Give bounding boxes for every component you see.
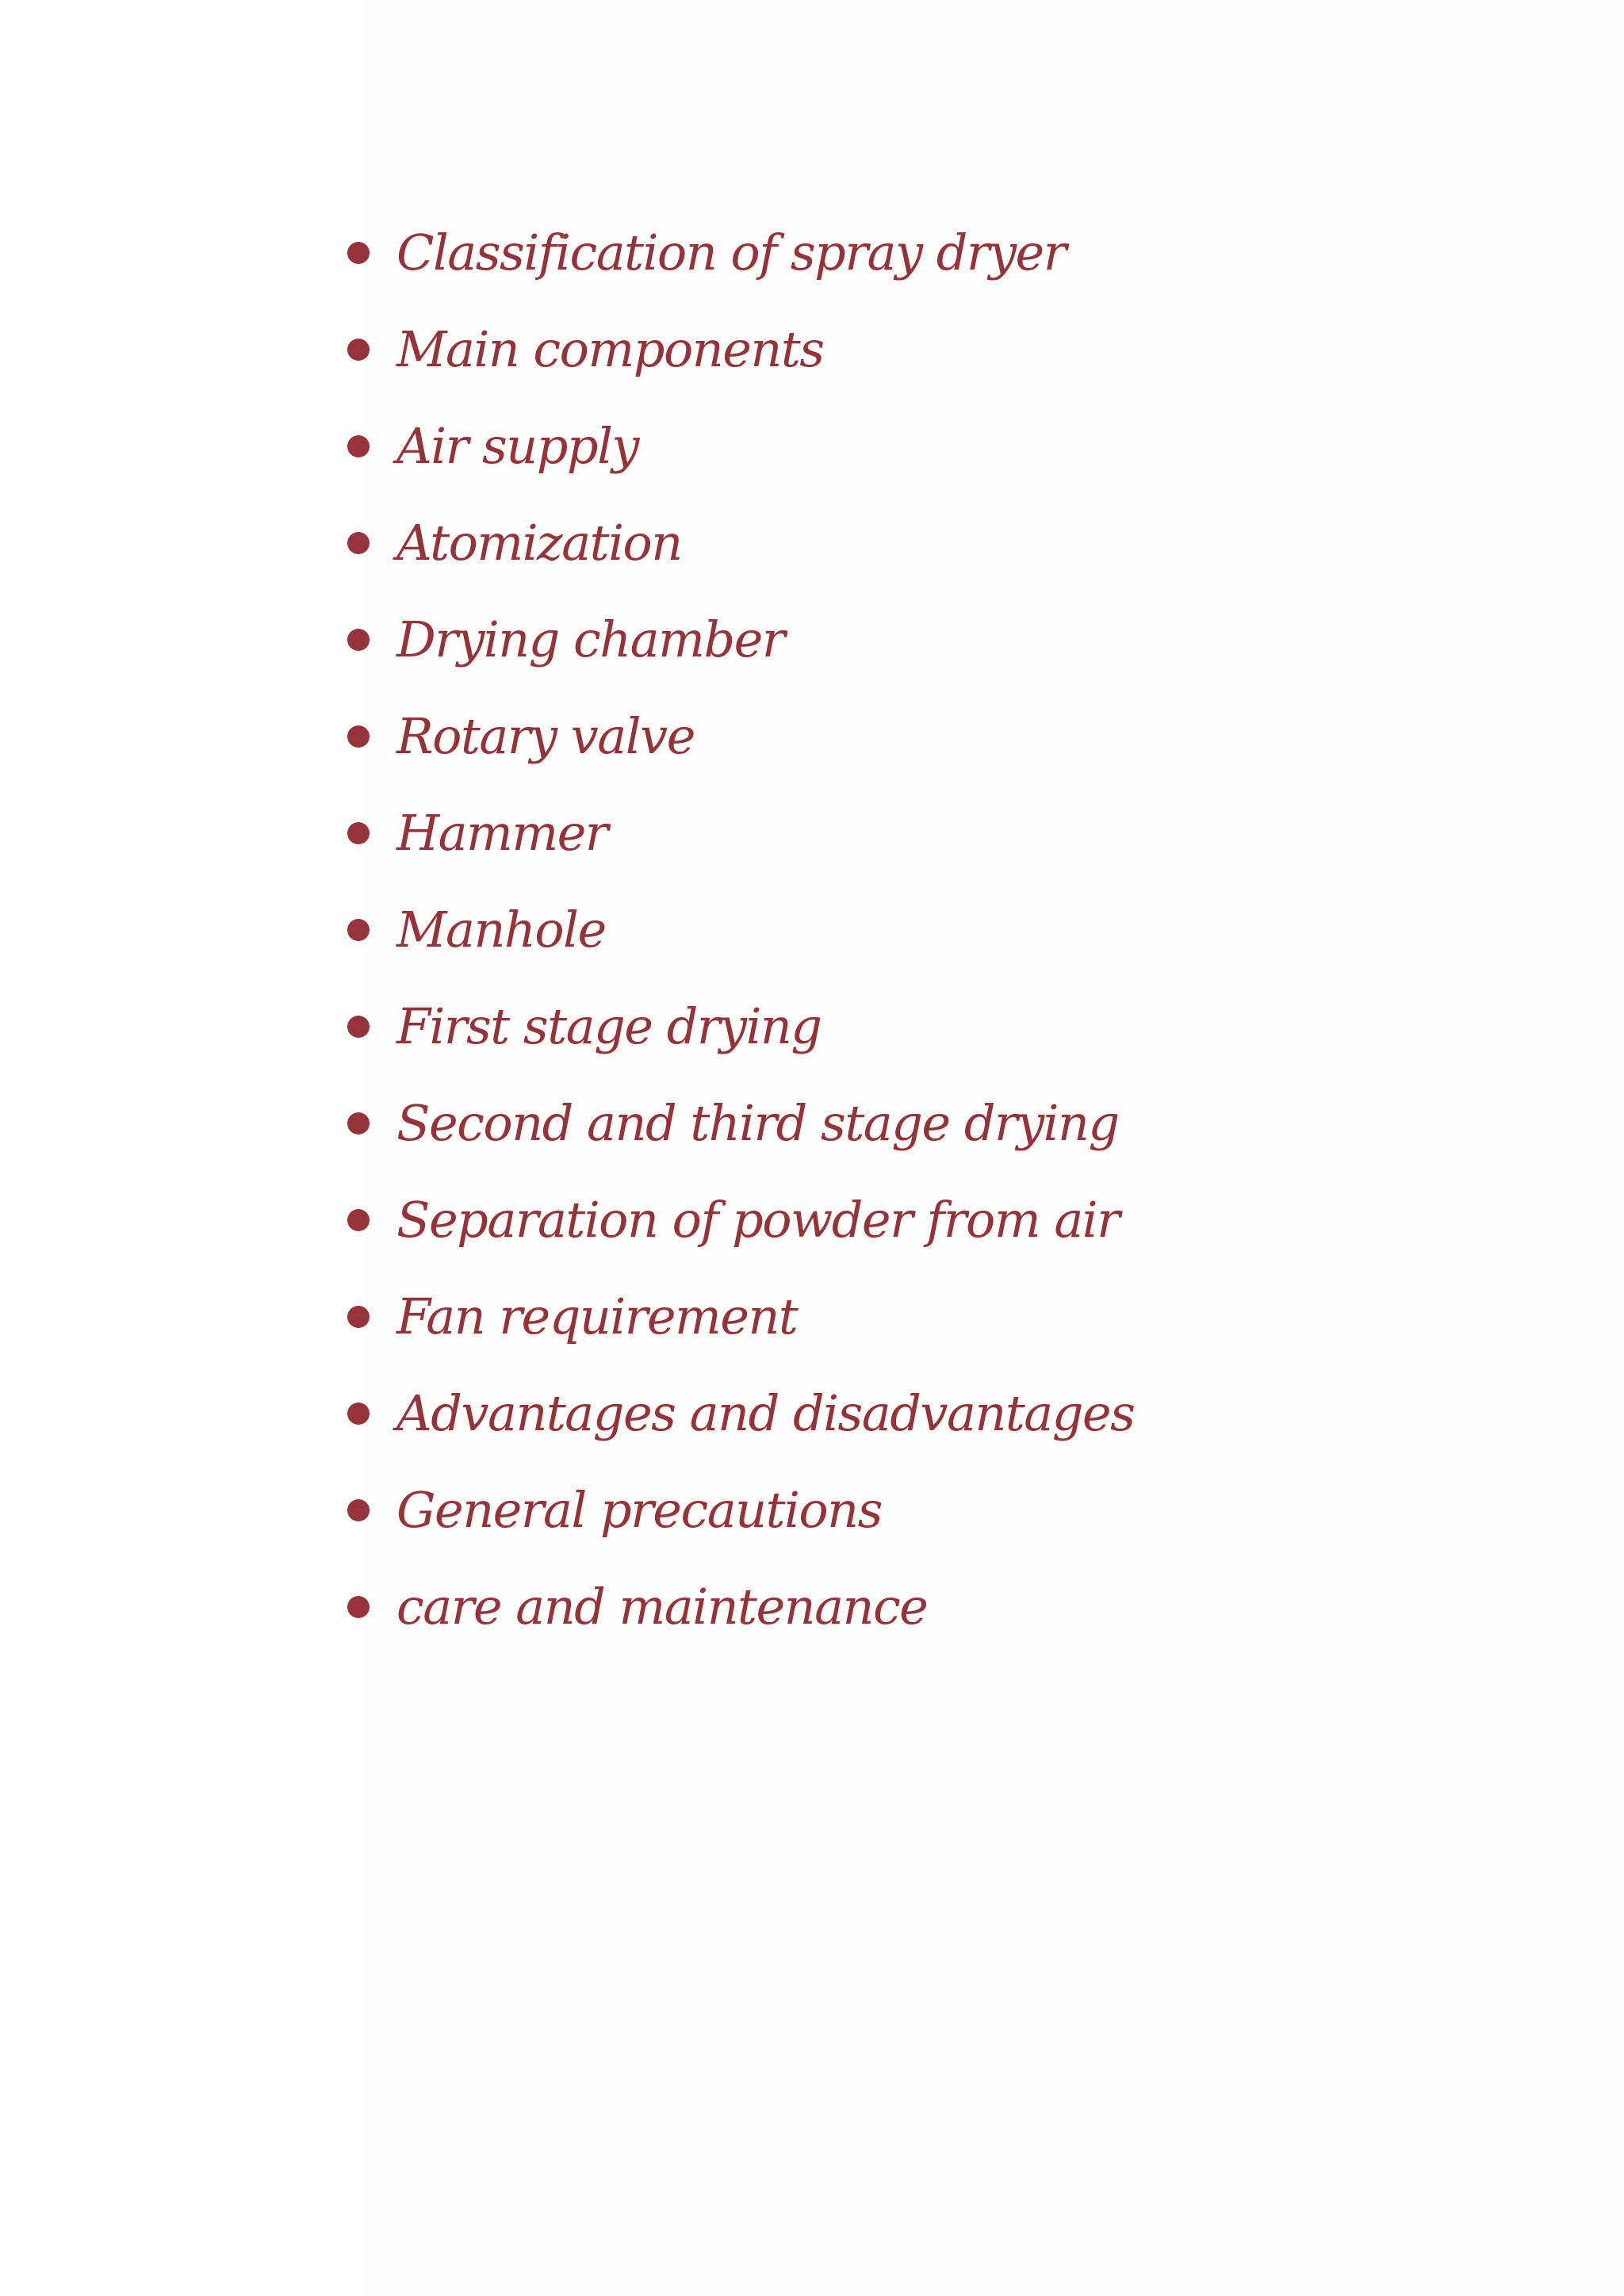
list-item bbox=[341, 205, 1134, 301]
bullet-dot-icon bbox=[347, 725, 370, 748]
list-item bbox=[341, 1559, 1134, 1655]
topic-label: First stage drying bbox=[396, 997, 822, 1055]
bullet-dot-icon bbox=[347, 1112, 370, 1135]
topic-label: Fan requirement bbox=[396, 1288, 798, 1345]
topic-label: Advantages and disadvantages bbox=[396, 1384, 1135, 1442]
topic-label: Drying chamber bbox=[396, 610, 784, 668]
list-item bbox=[341, 591, 1134, 688]
topic-label: Main components bbox=[396, 320, 824, 378]
list-item bbox=[341, 1172, 1134, 1269]
topic-label: Manhole bbox=[396, 901, 606, 959]
topic-bullet-list bbox=[341, 205, 1134, 1655]
topic-label: Second and third stage drying bbox=[396, 1094, 1119, 1152]
list-item bbox=[341, 1269, 1134, 1365]
bullet-dot-icon bbox=[347, 1209, 370, 1231]
topic-label: Atomization bbox=[396, 514, 682, 572]
topic-label: Separation of powder from air bbox=[396, 1191, 1120, 1249]
list-item bbox=[341, 882, 1134, 978]
list-item bbox=[341, 1462, 1134, 1559]
bullet-dot-icon bbox=[347, 532, 370, 554]
list-item bbox=[341, 301, 1134, 398]
topic-label: Rotary valve bbox=[396, 707, 695, 765]
list-item bbox=[341, 1075, 1134, 1172]
list-item bbox=[341, 495, 1134, 591]
list-item bbox=[341, 688, 1134, 785]
bullet-dot-icon bbox=[347, 242, 370, 264]
list-item bbox=[341, 978, 1134, 1075]
bullet-dot-icon bbox=[347, 1306, 370, 1328]
list-item bbox=[341, 785, 1134, 882]
bullet-dot-icon bbox=[347, 1402, 370, 1425]
bullet-dot-icon bbox=[347, 1016, 370, 1038]
topic-label: Air supply bbox=[396, 417, 638, 475]
bullet-dot-icon bbox=[347, 1499, 370, 1521]
bullet-dot-icon bbox=[347, 339, 370, 361]
bullet-dot-icon bbox=[347, 919, 370, 941]
list-item bbox=[341, 398, 1134, 495]
topic-label: care and maintenance bbox=[396, 1578, 928, 1636]
topic-label: Hammer bbox=[396, 804, 607, 862]
topic-label: Classification of spray dryer bbox=[396, 224, 1066, 281]
bullet-dot-icon bbox=[347, 822, 370, 844]
bullet-dot-icon bbox=[347, 629, 370, 651]
list-item bbox=[341, 1365, 1134, 1462]
bullet-dot-icon bbox=[347, 1596, 370, 1618]
bullet-dot-icon bbox=[347, 435, 370, 457]
topic-label: General precautions bbox=[396, 1481, 882, 1539]
